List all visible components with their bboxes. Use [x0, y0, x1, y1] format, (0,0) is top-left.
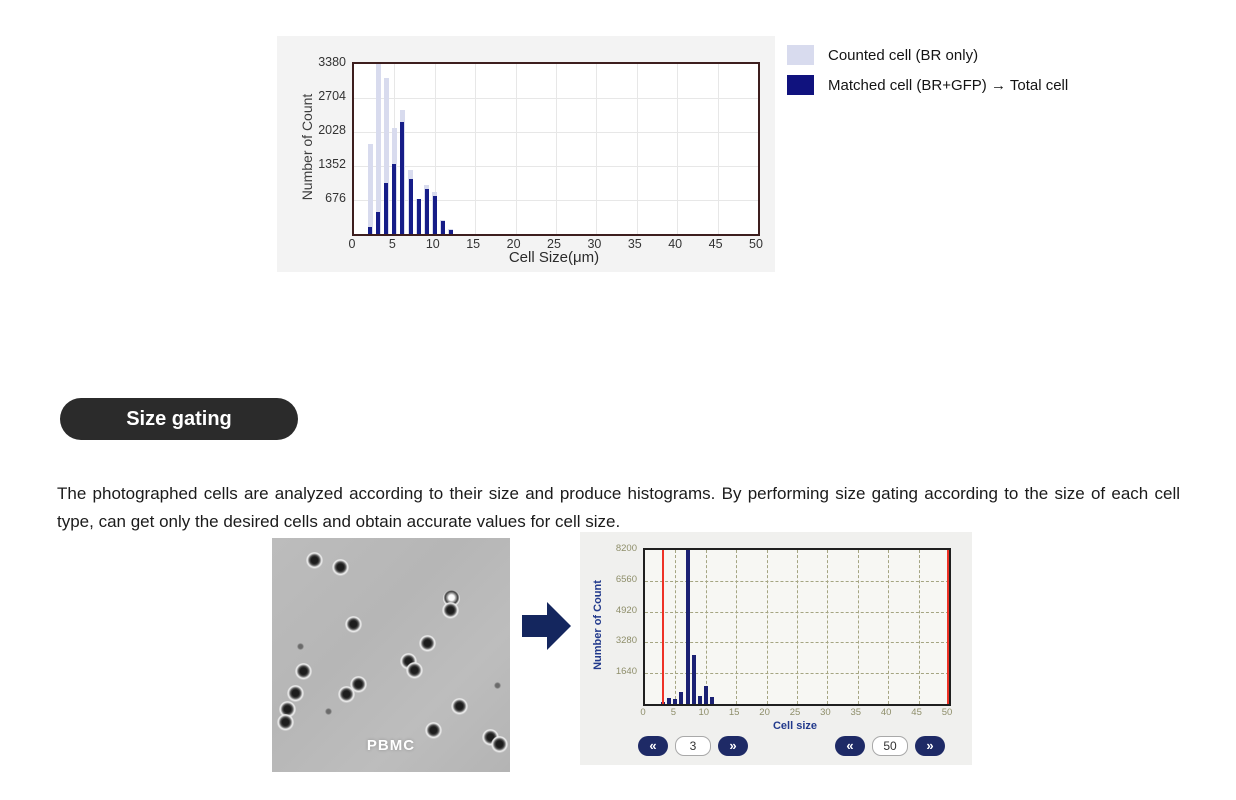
- gridline: [596, 64, 597, 234]
- gridline: [475, 64, 476, 234]
- y-tick-label: 1352: [318, 157, 346, 171]
- y-tick-label: 676: [325, 191, 346, 205]
- x-tick-label: 45: [708, 237, 723, 251]
- histogram-bar-matched: [433, 196, 437, 234]
- gated-histogram-bar: [710, 697, 714, 704]
- gated-histogram-bar: [667, 698, 671, 704]
- cell-spot: [406, 662, 423, 679]
- y-tick-label: 6560: [615, 573, 637, 585]
- min-gate-controls: [638, 736, 748, 756]
- histogram-bar-matched: [449, 230, 453, 234]
- y-tick-label: 1640: [615, 666, 637, 678]
- x-tick-label: 50: [749, 237, 763, 251]
- gating-chart-plot-area: [643, 548, 951, 706]
- gated-histogram-bar: [686, 550, 690, 704]
- legend-item-counted: [787, 45, 1068, 65]
- gridline: [706, 550, 707, 704]
- x-tick-label: 10: [698, 707, 710, 718]
- x-tick-label: 20: [759, 707, 770, 718]
- cell-spot: [295, 663, 312, 680]
- gated-histogram-bar: [679, 692, 683, 704]
- gate-max-increase-button[interactable]: »: [915, 736, 945, 756]
- x-tick-label: 20: [506, 237, 521, 251]
- cell-spot: [442, 602, 459, 619]
- gate-min-increase-button[interactable]: »: [718, 736, 748, 756]
- cell-spot: [425, 722, 442, 739]
- debris-speck: [297, 643, 304, 650]
- cell-spot: [277, 714, 294, 731]
- legend-label: Matched cell (BR+GFP) → Total cell: [828, 76, 1069, 94]
- legend-item-matched: [787, 75, 1068, 95]
- description-text: The photographed cells are analyzed according to their size and produce histograms. By performing size gating according to the size of each cell type, can get only the desired cells and obtain accurate values for cell size.: [57, 484, 1180, 531]
- x-tick-label: 25: [547, 237, 561, 251]
- counted-cell-swatch-icon: [787, 45, 814, 65]
- gate-min-decrease-button[interactable]: «: [638, 736, 668, 756]
- matched-cell-swatch-icon: [787, 75, 814, 95]
- x-tick-label: 40: [880, 707, 892, 718]
- gridline: [718, 64, 719, 234]
- gridline: [556, 64, 557, 234]
- max-gate-controls: [835, 736, 945, 756]
- cell-spot: [332, 559, 349, 576]
- debris-speck: [325, 708, 332, 715]
- cell-spot: [287, 685, 304, 702]
- gridline: [888, 550, 889, 704]
- x-tick-label: 0: [640, 707, 646, 718]
- gridline: [675, 550, 676, 704]
- cell-spot: [451, 698, 468, 715]
- gridline: [858, 550, 859, 704]
- min-gate-line: [662, 550, 664, 704]
- cell-spot: [338, 686, 355, 703]
- gridline: [797, 550, 798, 704]
- histogram-bar-matched: [376, 212, 380, 234]
- top-chart-x-axis-title: Cell Size(μm): [508, 249, 600, 266]
- x-tick-label: 35: [850, 707, 862, 718]
- gated-histogram-bar: [698, 696, 702, 704]
- x-tick-label: 40: [668, 237, 683, 251]
- x-tick-label: 30: [820, 707, 831, 718]
- gated-histogram-bar: [673, 699, 677, 704]
- x-tick-label: 45: [911, 707, 922, 718]
- histogram-bar-matched: [441, 221, 445, 234]
- x-tick-label: 15: [466, 237, 481, 251]
- cell-spot: [419, 635, 436, 652]
- pbmc-image-label: PBMC: [366, 737, 416, 754]
- x-tick-label: 15: [728, 707, 740, 718]
- gridline: [827, 550, 828, 704]
- y-tick-label: 4920: [615, 604, 637, 616]
- histogram-bar-br-only: [368, 144, 373, 234]
- y-tick-label: 8200: [615, 543, 637, 554]
- gated-histogram-bar: [704, 686, 708, 704]
- size-gating-heading: Size gating: [60, 398, 298, 440]
- legend-label: Counted cell (BR only): [828, 46, 979, 64]
- y-tick-label: 3280: [615, 635, 637, 647]
- gridline: [677, 64, 678, 234]
- x-tick-label: 50: [941, 707, 953, 718]
- y-tick-label: 2028: [318, 123, 346, 137]
- histogram-bar-matched: [409, 179, 413, 234]
- histogram-bar-matched: [425, 189, 429, 234]
- max-gate-line: [947, 550, 949, 704]
- gridline: [919, 550, 920, 704]
- size-gating-panel: [580, 532, 972, 765]
- gridline: [767, 550, 768, 704]
- gridline: [516, 64, 517, 234]
- x-tick-label: 30: [587, 237, 602, 251]
- gridline: [637, 64, 638, 234]
- x-tick-label: 5: [388, 237, 396, 251]
- flow-arrow-icon: [522, 600, 572, 652]
- x-tick-label: 25: [789, 707, 801, 718]
- top-chart-plot-area: [352, 62, 760, 236]
- cell-spot: [491, 736, 508, 753]
- cell-spot: [345, 616, 362, 633]
- histogram-bar-br-only: [376, 64, 381, 234]
- gate-max-decrease-button[interactable]: «: [835, 736, 865, 756]
- top-chart-y-axis-title: Number of Count: [299, 93, 315, 201]
- histogram-bar-matched: [368, 227, 372, 234]
- x-tick-label: 5: [670, 707, 677, 718]
- gate-max-value-input[interactable]: [872, 736, 908, 756]
- histogram-bar-matched: [417, 199, 421, 234]
- pbmc-micrograph: [272, 538, 510, 772]
- y-tick-label: 2704: [318, 89, 346, 103]
- chart-legend: [787, 45, 1068, 105]
- cell-spot: [306, 552, 323, 569]
- y-tick-label: 3380: [318, 55, 346, 69]
- gridline: [736, 550, 737, 704]
- histogram-bar-matched: [400, 122, 404, 234]
- x-tick-label: 0: [348, 237, 356, 251]
- x-tick-label: 10: [425, 237, 440, 251]
- gate-min-value-input[interactable]: [675, 736, 711, 756]
- gating-chart-y-axis-title: Number of Count: [592, 580, 604, 670]
- x-tick-label: 35: [627, 237, 642, 251]
- counted-vs-matched-histogram-panel: [277, 36, 775, 272]
- gating-chart-x-axis-title: Cell size: [772, 720, 818, 732]
- gated-histogram-bar: [692, 655, 696, 704]
- histogram-bar-matched: [384, 183, 388, 234]
- histogram-bar-matched: [392, 164, 396, 234]
- debris-speck: [494, 682, 501, 689]
